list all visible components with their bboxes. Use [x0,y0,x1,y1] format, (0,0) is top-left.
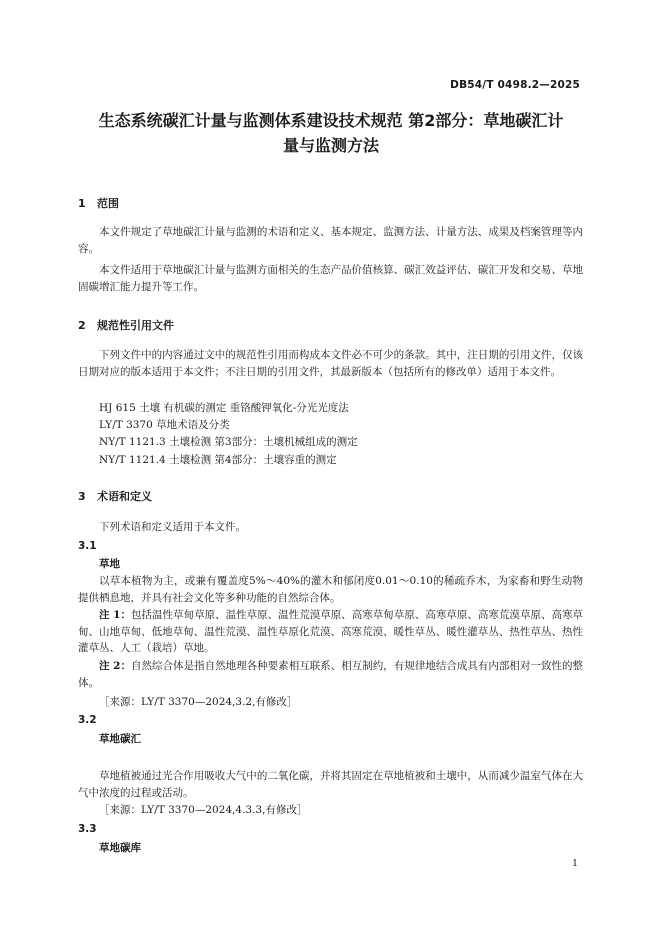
note-text: 自然综合体是指自然地理各种要素相互联系、相互制约，有规律地结合成具有内部相对一致性的整体。 [78,660,583,689]
section-title: 规范性引用文件 [97,319,174,332]
section-heading-scope [78,195,119,211]
note-label: 注 1： [99,609,132,621]
term-number: 3.3 [78,823,97,835]
term-note [78,658,583,691]
reference-item: NY/T 1121.3 土壤检测 第3部分：土壤机械组成的测定 [99,436,358,448]
section-title: 范围 [97,197,119,210]
section-number: 2 [78,319,86,332]
reference-item: NY/T 1121.4 土壤检测 第4部分：土壤容重的测定 [99,454,337,466]
term-source: ［来源：LY/T 3370—2024,4.3.3,有修改］ [99,804,308,816]
section-number: 1 [78,197,86,210]
page-number: 1 [571,858,578,869]
term-definition: 草地植被通过光合作用吸收大气中的二氧化碳，并将其固定在草地植被和土壤中，从而减少温室气体在大气中浓度的过程或活动。 [78,770,583,799]
term-definition: 以草本植物为主，或兼有覆盖度5%～40%的灌木和郁闭度0.01～0.10的稀疏乔木，为家畜和野生动物提供栖息地，并具有社会文化等多种功能的自然综合体。 [78,575,583,604]
reference-item: HJ 615 土壤 有机碳的测定 重铬酸钾氧化-分光光度法 [99,402,349,414]
term-note [78,607,583,657]
term-number: 3.1 [78,540,97,552]
term-name: 草地 [99,558,120,570]
standard-code: DB54/T 0498.2—2025 [450,79,580,91]
reference-item: LY/T 3370 草地术语及分类 [99,419,230,431]
section-heading-terms [78,488,152,504]
document-title-line-1: 生态系统碳汇计量与监测体系建设技术规范 第2部分：草地碳汇计 [98,111,564,130]
term-name: 草地碳汇 [99,733,141,745]
paragraph: 下列文件中的内容通过文中的规范性引用而构成本文件必不可少的条款。其中，注日期的引用文件，仅该日期对应的版本适用于本文件；不注日期的引用文件，其最新版本（包括所有的修改单）适用于本文件。 [78,349,583,378]
document-title-line-2: 量与监测方法 [282,136,379,155]
term-source: ［来源：LY/T 3370—2024,3.2,有修改］ [99,696,298,708]
section-title: 术语和定义 [97,490,152,503]
paragraph: 本文件规定了草地碳汇计量与监测的术语和定义、基本规定、监测方法、计量方法、成果及档案管理等内容。 [78,226,583,255]
section-number: 3 [78,490,86,503]
section-heading-normative-references [78,317,174,333]
note-label: 注 2： [99,660,132,672]
section-intro: 下列术语和定义适用于本文件。 [99,521,246,533]
paragraph: 本文件适用于草地碳汇计量与监测方面相关的生态产品价值核算、碳汇效益评估、碳汇开发和交易、草地固碳增汇能力提升等工作。 [78,264,583,293]
term-number: 3.2 [78,714,97,726]
term-name: 草地碳库 [99,842,141,854]
note-text: 包括温性草甸草原、温性草原、温性荒漠草原、高寒草甸草原、高寒草原、高寒荒漠草原、高寒草甸、山地草甸、低地草甸、温性荒漠、温性草原化荒漠、高寒荒漠、暖性草丛、暖性灌草丛、热性草丛、热性灌草丛、人工（栽培）草地。 [78,609,583,654]
document-title [70,108,592,158]
